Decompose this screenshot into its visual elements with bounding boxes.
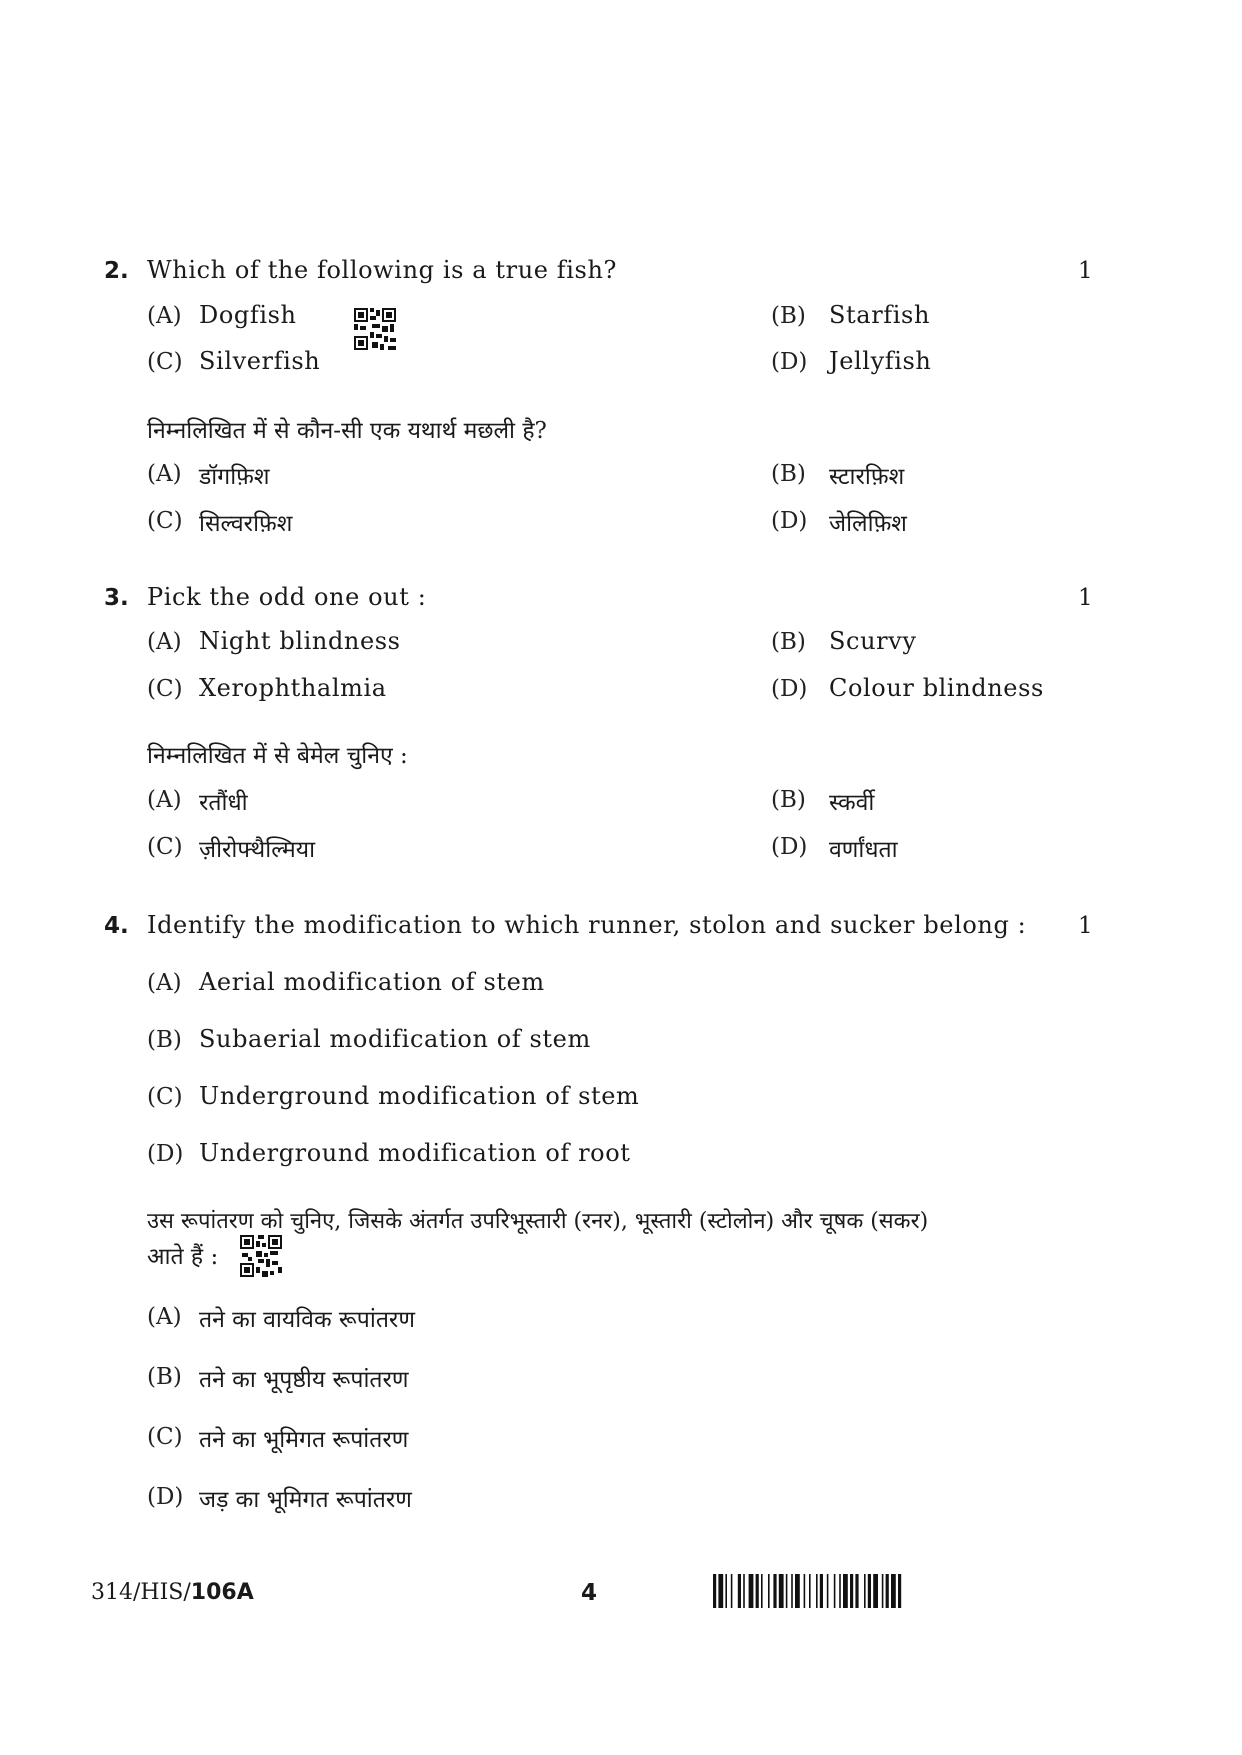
option-label: (A)	[147, 303, 182, 329]
option-text-hindi: रतौंधी	[199, 790, 248, 816]
question-marks: 1	[1078, 585, 1093, 611]
barcode-icon	[713, 1574, 991, 1608]
option-label: (B)	[771, 303, 806, 329]
option-text: Xerophthalmia	[199, 674, 387, 702]
paper-code-bold: 106A	[190, 1580, 254, 1605]
option-text: Aerial modification of stem	[199, 968, 545, 996]
option-text-hindi: जड़ का भूमिगत रूपांतरण	[199, 1487, 412, 1513]
option-text: Silverfish	[199, 347, 321, 375]
question-number: 2.	[104, 258, 129, 284]
option-text: Jellyfish	[829, 347, 932, 375]
option-text-hindi: जेलिफ़िश	[829, 511, 907, 537]
question-text: Which of the following is a true fish?	[147, 256, 617, 284]
question-text-hindi-cont: आते हैं :	[147, 1244, 219, 1270]
option-label: (C)	[147, 676, 183, 702]
question-number: 3.	[104, 585, 129, 611]
question-text-hindi: निम्नलिखित में से बेमेल चुनिए :	[147, 743, 408, 769]
paper-code-prefix: 314/HIS/	[91, 1580, 191, 1605]
qr-code-icon	[240, 1235, 282, 1277]
option-text: Subaerial modification of stem	[199, 1025, 591, 1053]
option-text-hindi: वर्णांधता	[829, 837, 898, 863]
option-text-hindi: सिल्वरफ़िश	[199, 511, 293, 537]
option-label: (D)	[771, 834, 808, 860]
option-label: (A)	[147, 461, 182, 487]
page-number: 4	[581, 1580, 598, 1606]
question-marks: 1	[1078, 258, 1093, 284]
option-label: (C)	[147, 1424, 183, 1450]
option-text: Dogfish	[199, 301, 297, 329]
option-text: Underground modification of stem	[199, 1082, 640, 1110]
option-label: (D)	[771, 676, 808, 702]
option-label: (C)	[147, 508, 183, 534]
option-label: (B)	[771, 629, 806, 655]
option-label: (B)	[771, 787, 806, 813]
question-text: Pick the odd one out :	[147, 583, 427, 611]
option-label: (B)	[147, 1027, 182, 1053]
question-text-hindi: निम्नलिखित में से कौन-सी एक यथार्थ मछली है?	[147, 418, 547, 444]
option-label: (B)	[771, 461, 806, 487]
qr-code-icon	[354, 308, 396, 350]
option-text: Starfish	[829, 301, 930, 329]
option-text: Colour blindness	[829, 674, 1044, 702]
option-label: (D)	[771, 349, 808, 375]
paper-code	[91, 1580, 254, 1605]
option-text-hindi: तने का भूमिगत रूपांतरण	[199, 1427, 409, 1453]
option-label: (C)	[147, 1084, 183, 1110]
option-text-hindi: स्टारफ़िश	[829, 464, 905, 490]
question-text: Identify the modification to which runner, stolon and sucker belong :	[147, 911, 1027, 939]
option-label: (D)	[147, 1141, 184, 1167]
option-label: (A)	[147, 1304, 182, 1330]
option-text-hindi: डॉगफ़िश	[199, 464, 270, 490]
option-text: Night blindness	[199, 627, 401, 655]
option-text-hindi: तने का वायविक रूपांतरण	[199, 1307, 415, 1333]
option-text: Scurvy	[829, 627, 917, 655]
option-label: (A)	[147, 629, 182, 655]
question-number: 4.	[104, 913, 129, 939]
option-label: (A)	[147, 787, 182, 813]
option-label: (C)	[147, 834, 183, 860]
question-text-hindi: उस रूपांतरण को चुनिए, जिसके अंतर्गत उपरिभूस्तारी (रनर), भूस्तारी (स्टोलोन) और चूषक (सकर)	[147, 1209, 929, 1234]
option-text-hindi: ज़ीरोफ्थैल्मिया	[199, 837, 316, 863]
option-label: (A)	[147, 970, 182, 996]
option-label: (D)	[147, 1484, 184, 1510]
option-text: Underground modification of root	[199, 1139, 631, 1167]
question-marks: 1	[1078, 913, 1093, 939]
option-label: (C)	[147, 349, 183, 375]
option-text-hindi: तने का भूपृष्ठीय रूपांतरण	[199, 1367, 409, 1393]
option-label: (D)	[771, 508, 808, 534]
option-text-hindi: स्कर्वी	[829, 790, 875, 816]
option-label: (B)	[147, 1364, 182, 1390]
